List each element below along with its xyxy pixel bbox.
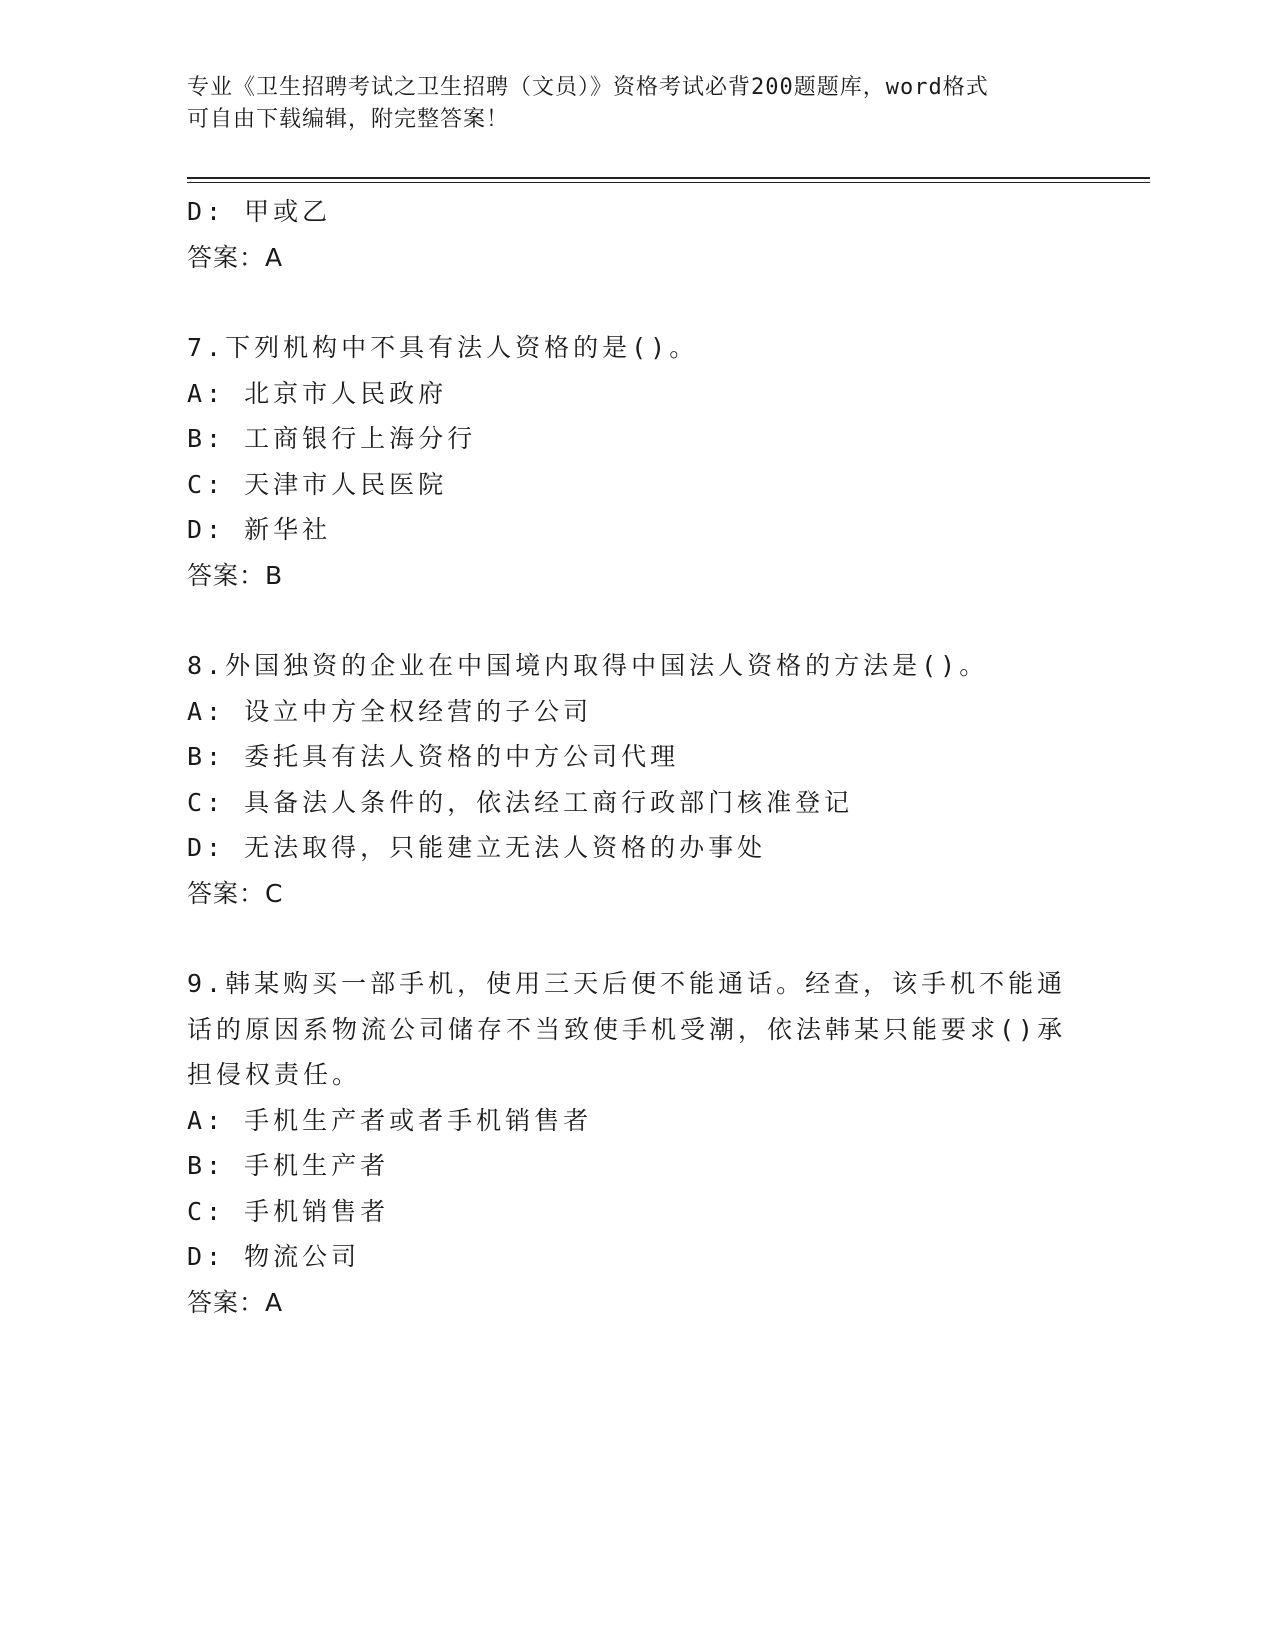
option-d: D: 新华社 — [187, 515, 332, 544]
answer-line: 答案：A — [187, 1287, 284, 1317]
answer-line: 答案：C — [187, 878, 284, 908]
question-stem-line-1: 9.韩某购买一部手机，使用三天后便不能通话。经查，该手机不能通 — [187, 969, 1067, 998]
option-a: A: 设立中方全权经营的子公司 — [187, 696, 593, 726]
option-c: C: 天津市人民医院 — [187, 469, 448, 499]
option-b: B: 手机生产者 — [187, 1151, 390, 1180]
option-a: A: 北京市人民政府 — [187, 378, 448, 408]
option-c: C: 具备法人条件的，依法经工商行政部门核准登记 — [187, 787, 854, 817]
header-line-2: 可自由下载编辑，附完整答案！ — [187, 107, 510, 132]
spacer — [187, 280, 1067, 325]
question-content — [187, 189, 1067, 1325]
option-c: C: 手机销售者 — [187, 1196, 390, 1226]
option-d: D: 甲或乙 — [187, 197, 332, 226]
question-stem: 8.外国独资的企业在中国境内取得中国法人资格的方法是()。 — [187, 651, 989, 680]
option-d: D: 物流公司 — [187, 1242, 361, 1271]
spacer — [187, 916, 1067, 961]
question-stem-line-3: 担侵权责任。 — [187, 1060, 362, 1089]
header-rule-thick — [187, 177, 1150, 179]
answer-line: 答案：B — [187, 560, 284, 590]
document-header — [187, 72, 1067, 136]
spacer — [187, 598, 1067, 643]
option-b: B: 工商银行上海分行 — [187, 424, 477, 453]
header-line-1: 专业《卫生招聘考试之卫生招聘（文员）》资格考试必背200题题库，word格式 — [187, 75, 989, 100]
answer-line: 答案：A — [187, 242, 284, 272]
option-d: D: 无法取得，只能建立无法人资格的办事处 — [187, 833, 767, 862]
option-a: A: 手机生产者或者手机销售者 — [187, 1105, 593, 1135]
option-b: B: 委托具有法人资格的中方公司代理 — [187, 742, 680, 771]
header-rule-thin — [187, 182, 1150, 183]
question-stem-line-2: 话的原因系物流公司储存不当致使手机受潮，依法韩某只能要求()承 — [187, 1014, 1067, 1044]
question-stem: 7.下列机构中不具有法人资格的是()。 — [187, 333, 699, 362]
